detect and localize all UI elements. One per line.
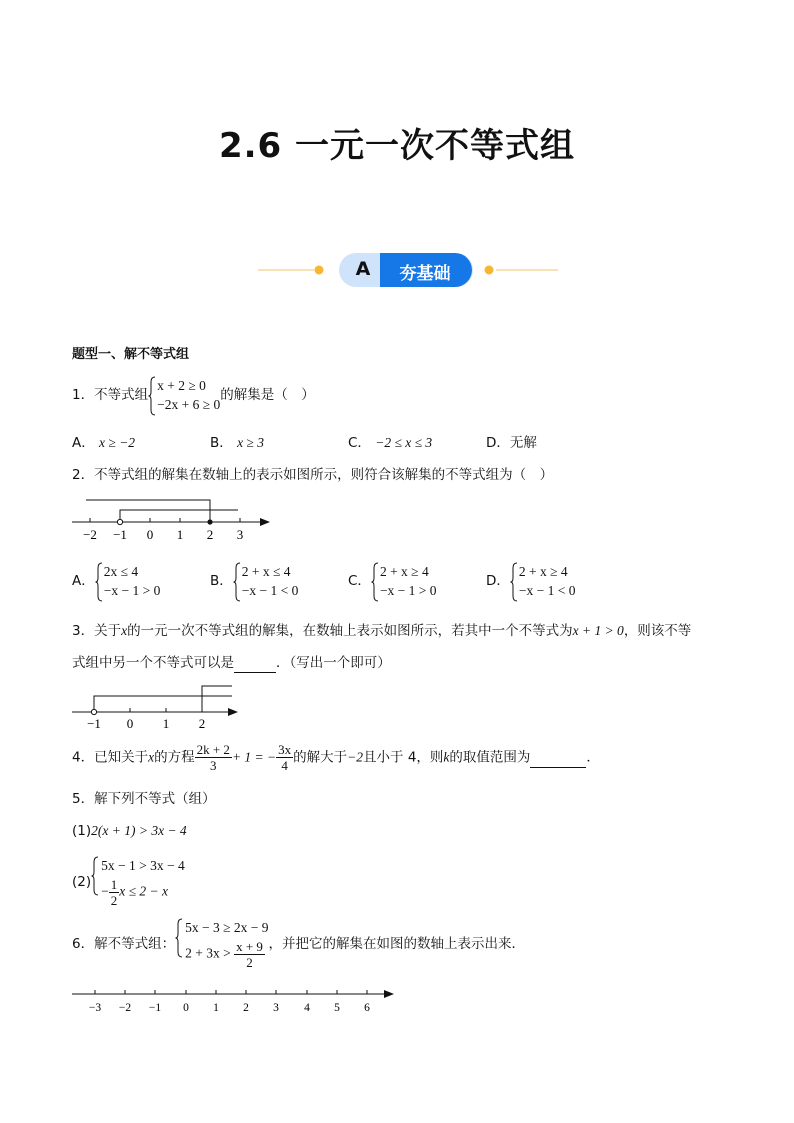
page-title: 2.6 一元一次不等式组 [218, 126, 576, 166]
banner-dot-left [315, 266, 324, 275]
q6-tick-label: 0 [183, 1002, 189, 1014]
q2-option-d[interactable]: D． 2 + x ≥ 4 −x − 1 < 0 [486, 562, 576, 600]
q6-fraction: $\frac{x + 9}{2}$ [236, 939, 263, 970]
section-heading: 题型一、解不等式组 [72, 347, 190, 362]
q3-tick-label: 2 [198, 716, 206, 731]
question-3-line-2: 式组中另一个不等式可以是 ．（写出一个即可） [72, 655, 391, 671]
q1-option-c[interactable]: C． −2 ≤ x ≤ 3 [348, 435, 433, 451]
q5-part-2: (2) 5x − 1 > 3x − 4 − $\frac{1}{2}$ x ≤ 2 − x [72, 858, 185, 908]
q6-tick-label: −1 [148, 1002, 162, 1014]
q3-tick-label: 0 [126, 716, 134, 731]
banner-dot-right [485, 266, 494, 275]
q3-answer-blank[interactable] [234, 654, 276, 673]
q2-tick-label: −2 [83, 527, 97, 542]
q6-tick-label: −2 [118, 1002, 132, 1014]
q2-option-c[interactable]: C． 2 + x ≥ 4 −x − 1 > 0 [348, 562, 437, 600]
question-2: 2．不等式组的解集在数轴上的表示如图所示，则符合该解集的不等式组为（ ） [72, 467, 554, 483]
q1-number: 1． [72, 387, 95, 403]
q6-tick-label: 5 [334, 1002, 340, 1014]
q2-a-system: 2x ≤ 4 −x − 1 > 0 [95, 562, 161, 600]
q1-option-b[interactable]: B． x ≥ 3 [210, 435, 264, 451]
banner-label: 夯基础 [399, 264, 451, 284]
q1-option-d[interactable]: D．无解 [486, 435, 537, 451]
q3-number-line [66, 680, 246, 732]
q2-d-system: 2 + x ≥ 4 −x − 1 < 0 [510, 562, 576, 600]
q3-open-point [91, 709, 96, 714]
q4-answer-blank[interactable] [530, 749, 586, 768]
question-6: 6．解不等式组： 5x − 3 ≥ 2x − 9 2 + 3x > $\frac{x + 9}{2}$ ，并把它的解集在如图的数轴上表示出来． [72, 920, 525, 970]
q6-number-line [66, 982, 406, 1022]
q6-tick-label: 4 [304, 1002, 310, 1014]
q5-part-1: (1)2(x + 1) > 3x − 4 [72, 823, 187, 839]
q3-tick-label: 1 [162, 716, 170, 731]
q2-tick-label: −1 [113, 527, 127, 542]
q6-tick-label: 2 [243, 1002, 249, 1014]
q2-option-b[interactable]: B． 2 + x ≤ 4 −x − 1 < 0 [210, 562, 298, 600]
question-4: 4．已知关于x的方程 $\frac{2k + 2}{3}$ + 1 = − $\frac{3x}{4}$ 的解大于−2且小于 4，则k的取值范围为 ． [72, 742, 600, 773]
q1-system [148, 376, 220, 414]
q3-tick-label: −1 [87, 716, 101, 731]
q6-tick-label: 6 [364, 1002, 370, 1014]
q2-option-a[interactable]: A． 2x ≤ 4 −x − 1 > 0 [72, 562, 160, 600]
q2-tick-label: 0 [146, 527, 154, 542]
q2-open-point [117, 519, 122, 524]
q4-fraction-2: $\frac{3x}{4}$ [278, 742, 292, 773]
question-1 [72, 376, 315, 414]
q1-sys-row-1: x + 2 ≥ 0 [157, 378, 206, 393]
q6-tick-label: 3 [273, 1002, 279, 1014]
q2-tick-label: 1 [176, 527, 184, 542]
q6-tick-label: −3 [88, 1002, 102, 1014]
section-banner [256, 250, 560, 290]
q2-tick-label: 2 [206, 527, 214, 542]
q2-c-system: 2 + x ≥ 4 −x − 1 > 0 [371, 562, 437, 600]
q2-tick-label: 3 [236, 527, 244, 542]
q6-system: 5x − 3 ≥ 2x − 9 2 + 3x > $\frac{x + 9}{2}$ [175, 918, 268, 970]
question-5: 5．解下列不等式（组） [72, 791, 216, 807]
q6-tick-label: 1 [213, 1002, 219, 1014]
q4-fraction-1: $\frac{2k + 2}{3}$ [196, 742, 230, 773]
q1-prefix: 不等式组 [94, 387, 149, 403]
q1-sys-row-2: −2x + 6 ≥ 0 [157, 397, 221, 412]
banner-letter: A [355, 258, 371, 280]
q2-number-line [66, 494, 276, 546]
q1-suffix: 的解集是（ ） [220, 387, 315, 403]
q5-fraction: $\frac{1}{2}$ [110, 877, 118, 908]
q2-b-system: 2 + x ≤ 4 −x − 1 < 0 [233, 562, 299, 600]
q5-system: 5x − 1 > 3x − 4 − $\frac{1}{2}$ x ≤ 2 − x [91, 856, 185, 908]
question-3-line-1: 3．关于x的一元一次不等式组的解集，在数轴上表示如图所示，若其中一个不等式为x + 1 > 0，则该不等 [72, 623, 692, 639]
q1-option-a[interactable]: A． x ≥ −2 [72, 435, 136, 451]
q2-closed-point [207, 519, 212, 524]
